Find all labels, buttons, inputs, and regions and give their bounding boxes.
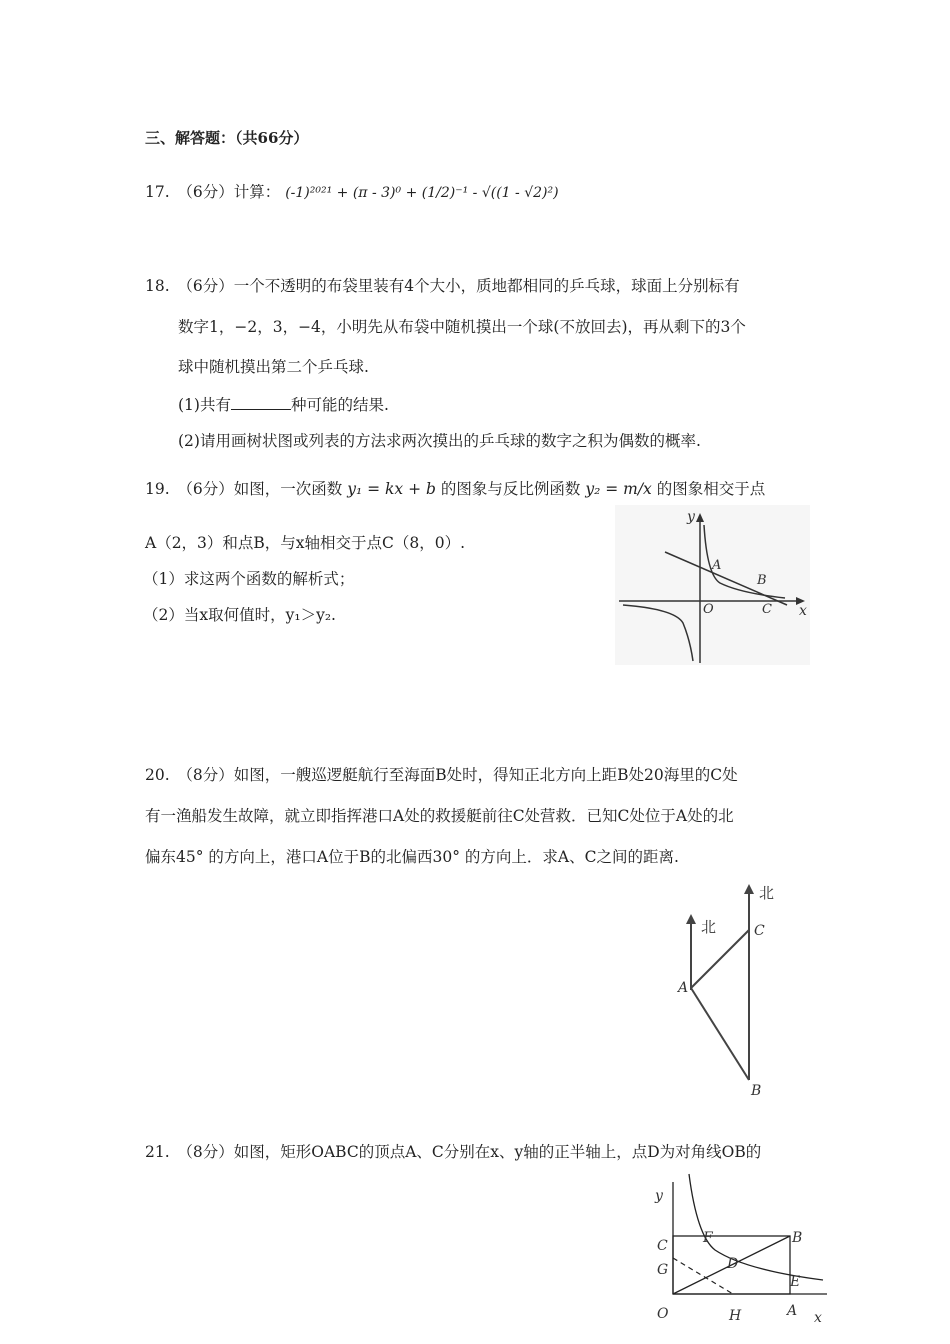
part-1-label: (1)共有 <box>178 396 231 414</box>
question-19-part-2: （2）当x取何值时，y₁＞y₂. <box>143 606 336 624</box>
label-point-h: H <box>729 1308 742 1324</box>
question-18-line-2: 数字1，−2，3，−4，小明先从布袋中随机摸出一个球(不放回去)，再从剩下的3个 <box>178 318 746 336</box>
label-point-c: C <box>762 602 772 617</box>
question-18-part-2: (2)请用画树状图或列表的方法求两次摸出的乒乓球的数字之积为偶数的概率. <box>178 432 701 450</box>
q19-text-a: 19. （6分）如图，一次函数 <box>145 480 343 498</box>
label-point-a: A <box>678 980 689 996</box>
question-18-part-1 <box>178 393 389 415</box>
label-point-c: C <box>754 923 765 939</box>
label-point-f: F <box>703 1230 713 1246</box>
rectangle-figure <box>645 1170 835 1344</box>
dashed-gh <box>673 1258 733 1294</box>
question-18-line-3: 球中随机摸出第二个乒乓球. <box>178 358 369 376</box>
linear-function: y₁ = kx + b <box>347 480 436 498</box>
navigation-figure <box>665 880 795 1100</box>
answer-blank <box>231 395 291 410</box>
label-origin: O <box>657 1306 669 1322</box>
label-point-b: B <box>751 1083 762 1099</box>
label-y: y <box>687 509 695 525</box>
figure-background <box>615 505 810 665</box>
inverse-function: y₂ = m/x <box>585 480 652 498</box>
north-arrow-b <box>744 884 754 894</box>
label-point-a: A <box>787 1303 798 1319</box>
label-y: y <box>655 1188 663 1204</box>
label-x: x <box>799 603 807 619</box>
label-point-g: G <box>657 1262 669 1278</box>
question-20-line-2: 有一渔船发生故障，就立即指挥港口A处的救援艇前往C处营救．已知C处位于A处的北 <box>145 807 734 825</box>
label-north-b: 北 <box>759 884 775 902</box>
question-20-line-3: 偏东45° 的方向上，港口A位于B的北偏西30° 的方向上．求A、C之间的距离. <box>145 848 679 866</box>
label-x: x <box>814 1310 822 1326</box>
segment-ab <box>691 988 749 1080</box>
question-20-line-1: 20. （8分）如图，一艘巡逻艇航行至海面B处时，得知正北方向上距B处20海里的C处 <box>145 766 738 784</box>
hyperbola <box>689 1174 823 1280</box>
q19-text-c: 的图象与反比例函数 <box>440 480 581 498</box>
question-17-prefix: 17. （6分）计算： <box>145 183 281 201</box>
label-point-b: B <box>792 1230 803 1246</box>
label-point-d: D <box>727 1256 739 1272</box>
question-21-line-1: 21. （8分）如图，矩形OABC的顶点A、C分别在x、y轴的正半轴上，点D为对角线OB的 <box>145 1143 762 1161</box>
north-arrow-a <box>686 914 696 924</box>
label-point-c: C <box>657 1238 668 1254</box>
part-1-suffix: 种可能的结果. <box>290 396 389 414</box>
q19-text-e: 的图象相交于点 <box>656 480 766 498</box>
question-19-part-1: （1）求这两个函数的解析式； <box>143 570 355 588</box>
label-origin: O <box>703 602 714 617</box>
label-point-a: A <box>712 558 722 573</box>
question-18-line-1: 18. （6分）一个不透明的布袋里装有4个大小，质地都相同的乒乓球，球面上分别标有 <box>145 277 740 295</box>
question-19-line-1 <box>145 477 765 499</box>
question-17 <box>145 180 559 202</box>
label-point-b: B <box>757 573 767 588</box>
label-north-a: 北 <box>701 918 717 936</box>
label-point-e: E <box>790 1274 801 1290</box>
segment-ac <box>691 930 749 988</box>
function-graph-figure <box>615 505 810 665</box>
section-title: 三、解答题：（共66分） <box>145 129 309 147</box>
question-19-line-2: A（2，3）和点B，与x轴相交于点C（8，0）. <box>145 534 466 552</box>
question-17-formula: (-1)²⁰²¹ + (π - 3)⁰ + (1/2)⁻¹ - √((1 - √2)²) <box>285 185 559 201</box>
